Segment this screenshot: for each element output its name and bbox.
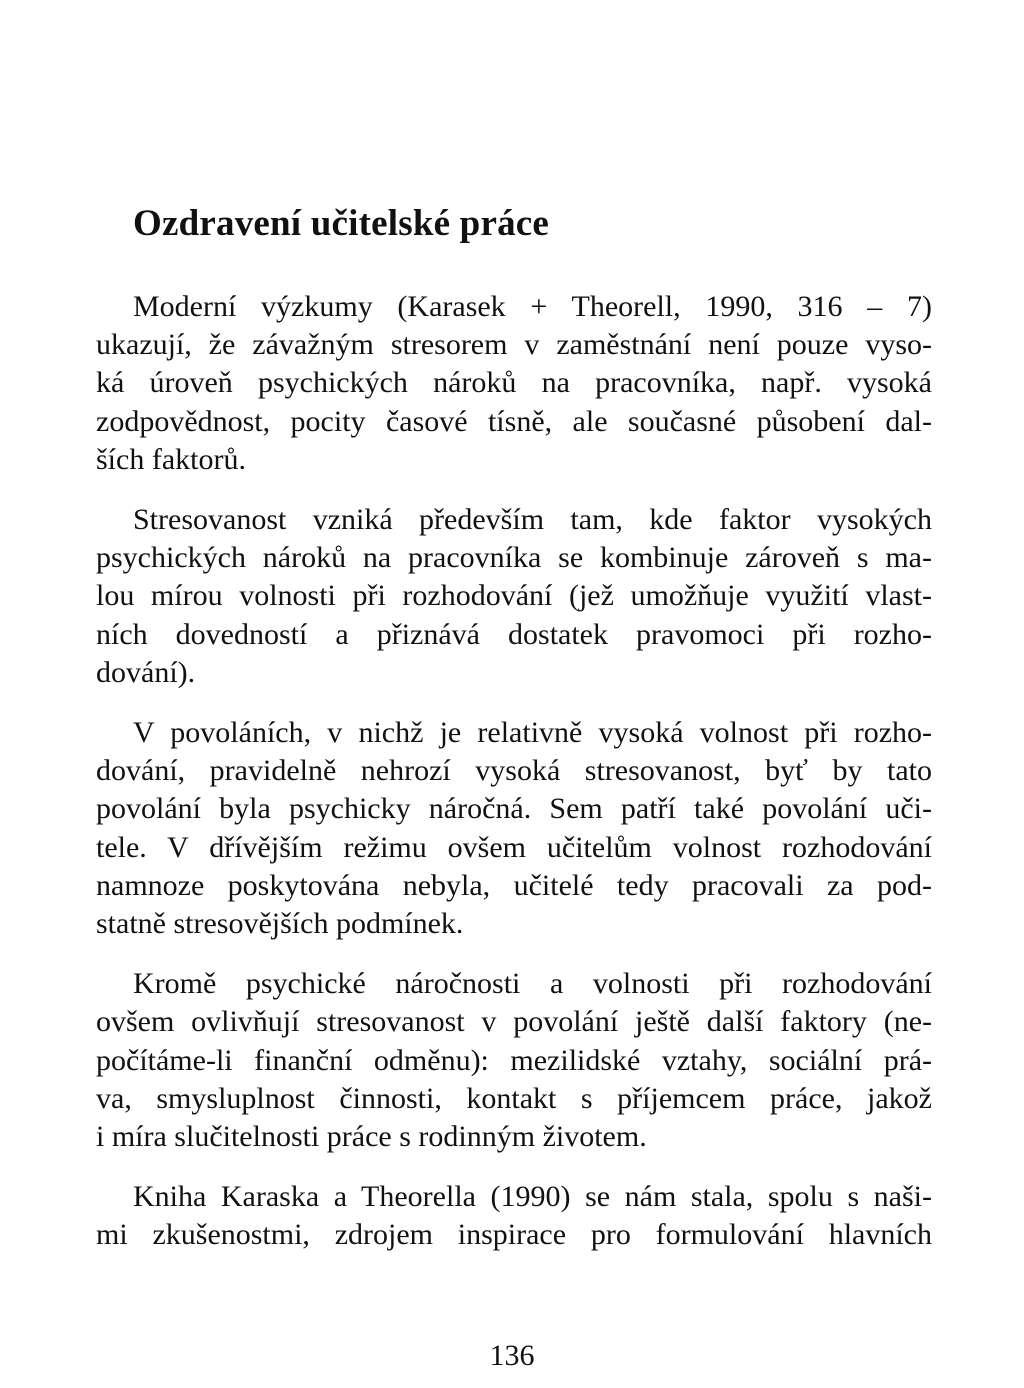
text-line: mi zkušenostmi, zdrojem inspirace pro formulování hlavních	[96, 1218, 932, 1252]
text-line: Kniha Karaska a Theorella (1990) se nám stala, spolu s naši-	[133, 1180, 932, 1214]
text-line: ších faktorů.	[96, 442, 246, 476]
paragraph-4	[96, 965, 932, 1156]
text-line: statně stresovějších podmínek.	[96, 907, 464, 941]
text-line: Moderní výzkumy (Karasek + Theorell, 1990, 316 – 7)	[133, 290, 932, 323]
text-line: počítáme-li finanční odměnu): mezilidské vztahy, sociální prá-	[96, 1043, 932, 1077]
text-line: dování, pravidelně nehrozí vysoká stresovanost, byť by tato	[96, 754, 932, 788]
text-line: va, smysluplnost činnosti, kontakt s příjemcem práce, jakož	[96, 1081, 932, 1115]
text-line: lou mírou volnosti při rozhodování (jež umožňuje využití vlast-	[96, 579, 932, 613]
paragraph-5	[96, 1178, 932, 1254]
text-line: i míra slučitelnosti práce s rodinným životem.	[96, 1120, 647, 1154]
text-line: psychických nároků na pracovníka se kombinuje zároveň s ma-	[96, 541, 932, 575]
text-line: povolání byla psychicky náročná. Sem patří také povolání uči-	[96, 792, 932, 826]
text-line: Stresovanost vzniká především tam, kde faktor vysokých	[133, 503, 932, 537]
text-line: tele. V dřívějším režimu ovšem učitelům volnost rozhodování	[96, 830, 932, 864]
text-line: dování).	[96, 655, 196, 689]
page-number: 136	[489, 1339, 535, 1372]
text-line: V povoláních, v nichž je relativně vysoká volnost při rozho-	[133, 716, 932, 750]
text-line: ukazují, že závažným stresorem v zaměstnání není pouze vyso-	[96, 328, 932, 362]
text-line: ká úroveň psychických nároků na pracovníka, např. vysoká	[96, 366, 932, 400]
text-line: Kromě psychické náročnosti a volnosti při rozhodování	[133, 967, 932, 1001]
text-line: ních dovedností a přiznává dostatek pravomoci při rozho-	[96, 617, 932, 651]
text-line: namnoze poskytována nebyla, učitelé tedy pracovali za pod-	[96, 868, 932, 902]
paragraph-3	[96, 714, 932, 943]
paragraph-1	[96, 288, 932, 479]
section-heading: Ozdravení učitelské práce	[133, 203, 550, 244]
body-text	[96, 288, 932, 1277]
paragraph-2	[96, 501, 932, 692]
text-line: ovšem ovlivňují stresovanost v povolání ještě další faktory (ne-	[96, 1005, 932, 1039]
text-line: zodpovědnost, pocity časové tísně, ale současné působení dal-	[96, 404, 932, 438]
